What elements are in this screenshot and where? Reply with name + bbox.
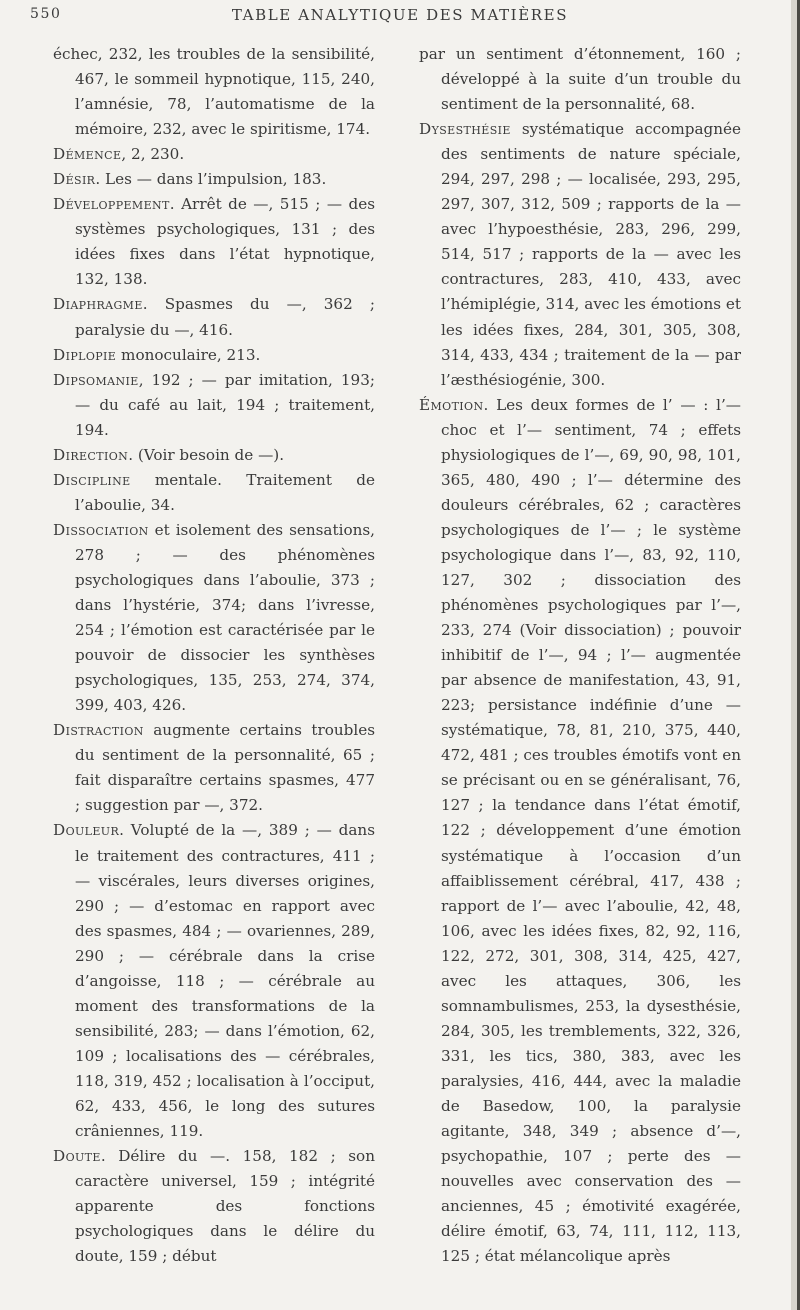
- entry-heading: Douleur: [53, 821, 120, 840]
- book-edge: [791, 0, 800, 1310]
- index-entry: [53, 142, 375, 167]
- entry-text: échec, 232, les troubles de la sensibilité, 467, le sommeil hypnotique, 115, 240, l’amnésie, 78, l’automatisme de la mémoire, 232, avec le spiritisme, 174.: [53, 45, 375, 139]
- entry-heading: Doute: [53, 1147, 101, 1166]
- entry-heading: Développement: [53, 195, 170, 214]
- entry-heading: Diplopie: [53, 345, 117, 364]
- entry-heading: Discipline: [53, 470, 131, 489]
- index-entry: [53, 518, 375, 718]
- index-entry: [53, 368, 375, 443]
- entry-heading: Émotion: [419, 395, 484, 414]
- entry-heading: Démence: [53, 145, 122, 164]
- entry-text: par un sentiment d’étonnement, 160 ; développé à la suite d’un trouble du sentiment de la personnalité, 68.: [419, 45, 741, 114]
- entry-text: . (Voir besoin de —).: [128, 445, 285, 464]
- entry-text: . Les deux formes de l’ — : l’— choc et l’— sentiment, 74 ; effets physiologiques de l’—, 69, 90, 98, 101, 365, 480, 490 ; l’— détermine des douleurs cérébrales, 62 ; caractères psychologiques de l’— ; le système psychologique dans l’—, 83, 92, 110, 127, 302 ; dissociation des phénomènes psychologiques par l’—, 233, 274 (Voir dissociation) ; pouvoir inhibitif de l’—, 94 ; l’— augmentée par absence de manifestation, 43, 91, 223; persistance indéfinie d’une — systématique, 78, 81, 210, 375, 440, 472, 481 ; ces troubles émotifs vont en se précisant ou en se généralisant, 76, 127 ; la tendance dans l’état émotif, 122 ; développement d’une émotion systématique à l’occasion d’un affaiblissement cérébral, 417, 438 ; rapport de l’— avec l’aboulie, 42, 48, 106, avec les idées fixes, 82, 92, 116, 122, 272, 301, 308, 314, 425, 427, avec les attaques, 306, les somnambulismes, 253, la dysesthésie, 284, 305, les tremblements, 322, 326, 331, les tics, 380, 383, avec les paralysies, 416, 444, avec la maladie de Basedow, 100, la paralysie agitante, 348, 349 ; absence d’—, psychopathie, 107 ; perte des — nouvelles avec conservation des — anciennes, 45 ; émotivité exagérée, délire émotif, 63, 74, 111, 112, 113, 125 ; état mélancolique après: [441, 395, 741, 1266]
- entry-heading: Dipsomanie: [53, 370, 139, 389]
- index-entry: [53, 292, 375, 342]
- index-entry: [53, 718, 375, 818]
- entry-text: et isolement des sensations, 278 ; — des phénomènes psychologiques dans l’aboulie, 373 ; dans l’hystérie, 374; dans l’ivresse, 254 ; l’émotion est caractérisée par le pouvoir de dissocier les synthèses psychologiques, 135, 253, 274, 374, 399, 403, 426.: [75, 520, 375, 715]
- entry-text: , 2, 230.: [121, 145, 185, 164]
- index-entry: [53, 468, 375, 518]
- entry-heading: Distraction: [53, 721, 144, 740]
- index-entry: [53, 192, 375, 292]
- index-entry: [53, 167, 375, 192]
- entry-text: mentale. Traitement de l’aboulie, 34.: [75, 470, 375, 514]
- index-entry: [53, 1144, 375, 1269]
- entry-text: . Volupté de la —, 389 ; — dans le traitement des contractures, 411 ; — viscérales, leurs diverses origines, 290 ; — d’estomac en rapport avec des spasmes, 484 ; — ovariennes, 289, 290 ; — cérébrale dans la crise d’angoisse, 118 ; — cérébrale au moment des transformations de la sensibilité, 283; — dans l’émotion, 62, 109 ; localisations des — cérébrales, 118, 319, 452 ; localisation à l’occiput, 62, 433, 456, le long des sutures crâniennes, 119.: [75, 821, 375, 1141]
- entry-text: . Les — dans l’impulsion, 183.: [95, 170, 327, 189]
- index-entry: [53, 818, 375, 1144]
- index-entry: [419, 117, 741, 393]
- page-header: [30, 6, 770, 30]
- entry-text: . Délire du —. 158, 182 ; son caractère universel, 159 ; intégrité apparente des fonctions psychologiques dans le délire du doute, 159 ; début: [75, 1147, 375, 1266]
- entry-heading: Diaphragme: [53, 295, 143, 314]
- index-entry: [53, 343, 375, 368]
- index-entry: [419, 42, 741, 117]
- entry-text: , 192 ; — par imitation, 193; — du café au lait, 194 ; traitement, 194.: [75, 370, 375, 439]
- entry-heading: Dissociation: [53, 520, 149, 539]
- running-title: TABLE ANALYTIQUE DES MATIÈRES: [231, 6, 569, 24]
- entry-text: systématique accompagnée des sentiments de nature spéciale, 294, 297, 298 ; — localisée, 293, 295, 297, 307, 312, 509 ; rapports de la — avec l’hypoesthésie, 283, 296, 299, 514, 517 ; rapports de la — avec les contractures, 283, 410, 433, avec l’hémiplégie, 314, avec les émotions et les idées fixes, 284, 301, 305, 308, 314, 433, 434 ; traitement de la — par l’æsthésiogénie, 300.: [441, 120, 741, 389]
- entry-text: . Arrêt de —, 515 ; — des systèmes psychologiques, 131 ; des idées fixes dans l’état hypnotique, 132, 138.: [75, 195, 375, 289]
- entry-heading: Dysesthésie: [419, 120, 511, 139]
- left-column: [53, 42, 375, 1269]
- entry-text: . Spasmes du —, 362 ; paralysie du —, 416.: [75, 295, 375, 339]
- index-entry: [53, 42, 375, 142]
- entry-text: augmente certains troubles du sentiment de la personnalité, 65 ; fait disparaître certains spasmes, 477 ; suggestion par —, 372.: [75, 721, 375, 815]
- entry-heading: Désir: [53, 170, 96, 189]
- page-number: 550: [30, 6, 62, 22]
- index-entry: [53, 443, 375, 468]
- entry-text: monoculaire, 213.: [116, 345, 261, 364]
- entry-heading: Direction: [53, 445, 129, 464]
- index-entry: [419, 393, 741, 1270]
- right-column: [419, 42, 741, 1269]
